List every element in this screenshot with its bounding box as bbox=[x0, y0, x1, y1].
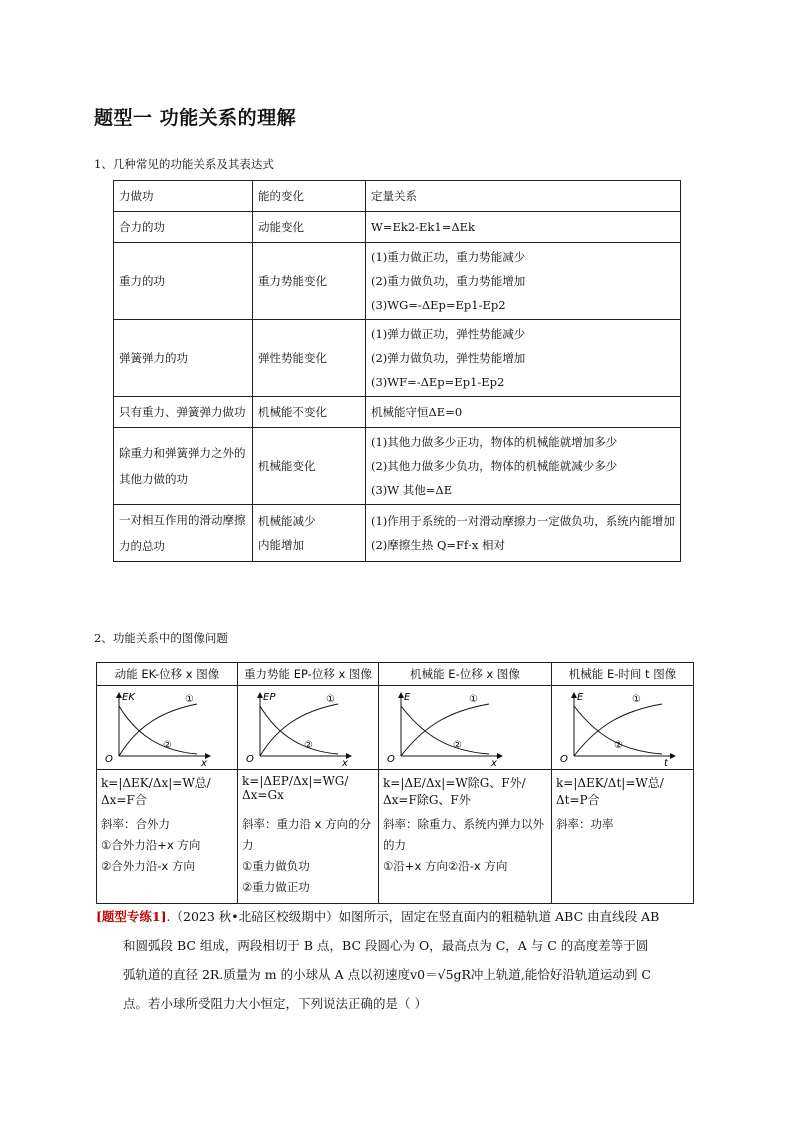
x-axis-arrow bbox=[670, 753, 676, 759]
problem-line: 弧轨道的直径 2R.质量为 m 的小球从 A 点以初速度v0＝√5gR冲上轨道,能恰好沿轨道运动到 C bbox=[123, 967, 651, 982]
ep-x-graph bbox=[238, 686, 376, 766]
desc-line: 斜率：合外力 bbox=[101, 817, 170, 831]
table-row bbox=[114, 397, 681, 428]
desc-cell bbox=[379, 770, 552, 904]
relation-line: (1)其他力做多少正功，物体的机械能就增加多少 bbox=[371, 435, 618, 449]
ek-x-graph bbox=[97, 686, 235, 766]
slope-formula: k=|ΔEK/Δt|=W总/Δt=P合 bbox=[556, 776, 664, 807]
desc-line: 斜率：功率 bbox=[556, 817, 614, 831]
table-row bbox=[114, 212, 681, 243]
relation-line: (3)WF=-ΔEp=Ep1-Ep2 bbox=[371, 375, 505, 389]
curve-2 bbox=[260, 706, 338, 754]
force-cell: 一对相互作用的滑动摩擦力的总功 bbox=[114, 505, 253, 562]
page-title: 题型一 功能关系的理解 bbox=[94, 107, 297, 129]
energy-cell: 重力势能变化 bbox=[253, 243, 366, 320]
y-axis-label: E bbox=[404, 692, 411, 703]
force-cell: 弹簧弹力的功 bbox=[114, 320, 253, 397]
graph-header: 机械能 E-位移 x 图像 bbox=[379, 663, 552, 686]
problem-paragraph bbox=[96, 902, 696, 1018]
graph-cell bbox=[379, 686, 552, 770]
table-row bbox=[114, 243, 681, 320]
curve-2-label: ② bbox=[304, 740, 313, 751]
curve-2 bbox=[401, 706, 489, 754]
problem-tag: [题型专练1] bbox=[96, 909, 167, 924]
desc-line: ①沿+x 方向②沿-x 方向 bbox=[383, 859, 508, 873]
curve-1 bbox=[260, 704, 338, 756]
graph-cell bbox=[97, 686, 238, 770]
x-axis-label: x bbox=[491, 758, 497, 766]
desc-line: ②重力做正功 bbox=[242, 880, 310, 894]
work-energy-table bbox=[113, 180, 681, 562]
energy-cell: 机械能变化 bbox=[253, 428, 366, 505]
problem-text: .（2023 秋•北碚区校级期中）如图所示，固定在竖直面内的粗糙轨道 ABC 由直线段 AB bbox=[166, 909, 660, 924]
energy-line: 机械能减少 bbox=[258, 514, 316, 528]
energy-cell: 弹性势能变化 bbox=[253, 320, 366, 397]
x-axis-arrow bbox=[497, 753, 503, 759]
curve-1 bbox=[401, 704, 489, 756]
table-header-row bbox=[114, 181, 681, 212]
origin-label: O bbox=[246, 754, 254, 765]
force-cell: 除重力和弹簧弹力之外的其他力做的功 bbox=[114, 428, 253, 505]
graph-header: 重力势能 EP-位移 x 图像 bbox=[238, 663, 379, 686]
relation-cell: 机械能守恒ΔE=0 bbox=[366, 397, 681, 428]
y-axis-label: EP bbox=[263, 692, 276, 703]
problem-first-line bbox=[96, 909, 659, 924]
desc-line: ①重力做负功 bbox=[242, 859, 310, 873]
e-t-graph bbox=[552, 686, 692, 766]
relation-line: (3)W 其他=ΔE bbox=[371, 483, 453, 497]
desc-line: 斜率：重力沿 x 方向的分力 bbox=[242, 817, 372, 852]
desc-line: 斜率：除重力、系统内弹力以外的力 bbox=[383, 817, 544, 852]
x-axis-label: t bbox=[664, 758, 668, 766]
relation-line: (2)其他力做多少负功，物体的机械能就减少多少 bbox=[371, 459, 618, 473]
table-row bbox=[114, 505, 681, 562]
x-axis-label: x bbox=[201, 758, 207, 766]
graph-cell bbox=[238, 686, 379, 770]
graph-cell bbox=[552, 686, 694, 770]
energy-cell bbox=[253, 505, 366, 562]
desc-cell bbox=[238, 770, 379, 904]
curve-2-label: ② bbox=[614, 740, 623, 751]
relation-cell bbox=[366, 428, 681, 505]
desc-cell bbox=[97, 770, 238, 904]
energy-line: 内能增加 bbox=[258, 538, 304, 552]
y-axis-label: EK bbox=[122, 692, 135, 703]
relation-cell bbox=[366, 505, 681, 562]
curve-2-label: ② bbox=[453, 740, 462, 751]
table-row bbox=[114, 320, 681, 397]
energy-cell: 机械能不变化 bbox=[253, 397, 366, 428]
desc-line: ②合外力沿-x 方向 bbox=[101, 859, 195, 873]
origin-label: O bbox=[387, 754, 395, 765]
graph-header: 机械能 E-时间 t 图像 bbox=[552, 663, 694, 686]
force-cell: 只有重力、弹簧弹力做功 bbox=[114, 397, 253, 428]
y-axis-label: E bbox=[577, 692, 584, 703]
force-cell: 重力的功 bbox=[114, 243, 253, 320]
curve-1-label: ① bbox=[469, 694, 478, 705]
slope-formula: k=|ΔEP/Δx|=WG/Δx=Gx bbox=[242, 774, 349, 802]
curve-1-label: ① bbox=[632, 694, 641, 705]
graph-plot-row bbox=[97, 686, 694, 770]
problem-line: 和圆弧段 BC 组成，两段相切于 B 点，BC 段圆心为 O，最高点为 C，A 与 C 的高度差等于圆 bbox=[123, 938, 649, 953]
curve-2 bbox=[119, 706, 197, 754]
slope-formula: k=|ΔEK/Δx|=W总/Δx=F合 bbox=[101, 776, 211, 807]
x-axis-label: x bbox=[342, 758, 348, 766]
energy-cell: 动能变化 bbox=[253, 212, 366, 243]
curve-1-label: ① bbox=[185, 694, 194, 705]
relation-line: (2)弹力做负功，弹性势能增加 bbox=[371, 351, 526, 365]
curve-1 bbox=[119, 704, 197, 756]
desc-cell bbox=[552, 770, 694, 904]
curve-2-label: ② bbox=[163, 740, 172, 751]
header-relation: 定量关系 bbox=[366, 181, 681, 212]
relation-cell: W=Ek2-Ek1=ΔEk bbox=[366, 212, 681, 243]
curve-1-label: ① bbox=[326, 694, 335, 705]
header-energy: 能的变化 bbox=[253, 181, 366, 212]
graph-desc-row bbox=[97, 770, 694, 904]
relation-line: (3)WG=-ΔEp=Ep1-Ep2 bbox=[371, 298, 506, 312]
energy-graph-table bbox=[96, 662, 694, 904]
graph-header: 动能 EK-位移 x 图像 bbox=[97, 663, 238, 686]
relation-line: (2)重力做负功，重力势能增加 bbox=[371, 274, 526, 288]
problem-line: 点。若小球所受阻力大小恒定，下列说法正确的是（ ） bbox=[123, 996, 427, 1011]
relation-line: (1)弹力做正功，弹性势能减少 bbox=[371, 327, 526, 341]
graph-header-row bbox=[97, 663, 694, 686]
relation-line: (2)摩擦生热 Q=Ff·x 相对 bbox=[371, 538, 506, 552]
table-row bbox=[114, 428, 681, 505]
force-cell: 合力的功 bbox=[114, 212, 253, 243]
section-2-heading: 2、功能关系中的图像问题 bbox=[94, 631, 228, 645]
origin-label: O bbox=[105, 754, 113, 765]
relation-cell bbox=[366, 243, 681, 320]
relation-line: (1)作用于系统的一对滑动摩擦力一定做负功，系统内能增加 bbox=[371, 514, 675, 528]
desc-line: ①合外力沿+x 方向 bbox=[101, 838, 201, 852]
e-x-graph bbox=[379, 686, 549, 766]
slope-formula: k=|ΔE/Δx|=W除G、F外/Δx=F除G、F外 bbox=[383, 776, 526, 807]
section-1-heading: 1、几种常见的功能关系及其表达式 bbox=[94, 157, 274, 171]
relation-line: (1)重力做正功，重力势能减少 bbox=[371, 250, 526, 264]
origin-label: O bbox=[560, 754, 568, 765]
header-force: 力做功 bbox=[114, 181, 253, 212]
relation-cell bbox=[366, 320, 681, 397]
